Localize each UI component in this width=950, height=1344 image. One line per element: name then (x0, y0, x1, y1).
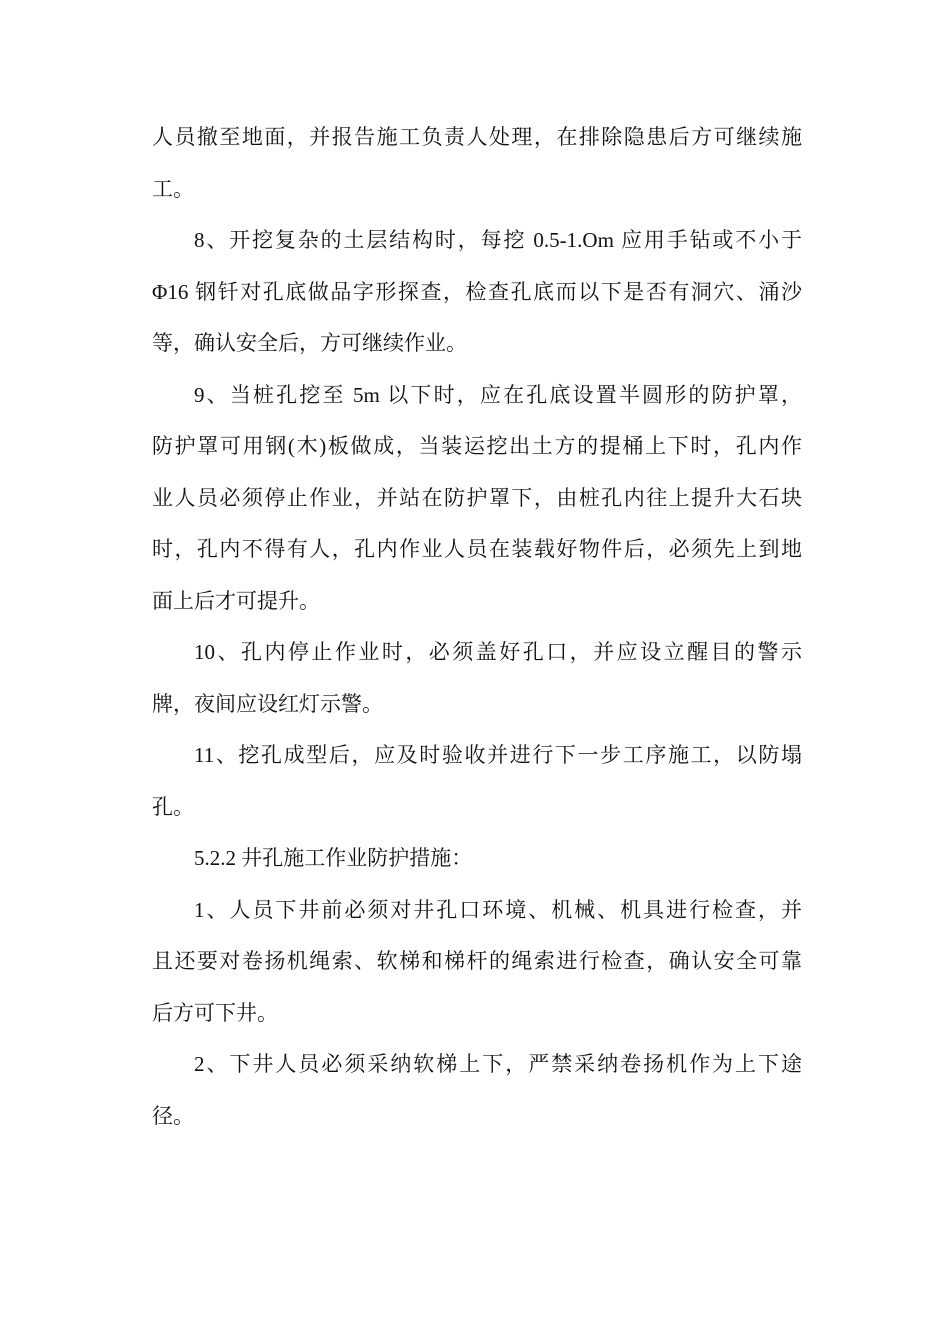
text-line: 后方可下井。 (152, 1000, 278, 1025)
text-line: 人员撤至地面，并报告施工负责人处理，在排除隐患后方可继续施 (152, 125, 802, 149)
text-line: 1、人员下井前必须对井孔口环境、机械、机具进行检查，并 (194, 897, 802, 922)
text-line: 孔。 (152, 794, 194, 819)
text-line: 工。 (152, 176, 194, 201)
section-heading: 5.2.2 井孔施工作业防护措施： (194, 846, 473, 870)
text-line: 10、孔内停止作业时，必须盖好孔口，并应设立醒目的警示 (194, 640, 802, 664)
text-line: 防护罩可用钢(木)板做成，当装运挖出土方的提桶上下时，孔内作 (152, 434, 802, 458)
text-line: 面上后才可提升。 (152, 588, 320, 613)
text-line: 径。 (152, 1103, 194, 1128)
text-line: 8、开挖复杂的土层结构时，每挖 0.5-1.Om 应用手钻或不小于 (194, 228, 802, 252)
text-line: 且还要对卷扬机绳索、软梯和梯杆的绳索进行检查，确认安全可靠 (152, 949, 802, 973)
text-line: Φ16 钢钎对孔底做品字形探查，检查孔底而以下是否有洞穴、涌沙 (152, 279, 802, 304)
text-line: 业人员必须停止作业，并站在防护罩下，由桩孔内往上提升大石块 (152, 485, 802, 510)
body-text (152, 112, 802, 1142)
text-line: 9、当桩孔挖至 5m 以下时，应在孔底设置半圆形的防护罩， (194, 382, 802, 407)
text-line: 11、挖孔成型后，应及时验收并进行下一步工序施工，以防塌 (194, 743, 802, 767)
text-line: 2、下井人员必须采纳软梯上下，严禁采纳卷扬机作为上下途 (194, 1052, 802, 1076)
text-line: 牌，夜间应设红灯示警。 (152, 691, 383, 716)
text-line: 等，确认安全后，方可继续作业。 (152, 331, 467, 355)
text-line: 时，孔内不得有人，孔内作业人员在装载好物件后，必须先上到地 (152, 537, 802, 561)
